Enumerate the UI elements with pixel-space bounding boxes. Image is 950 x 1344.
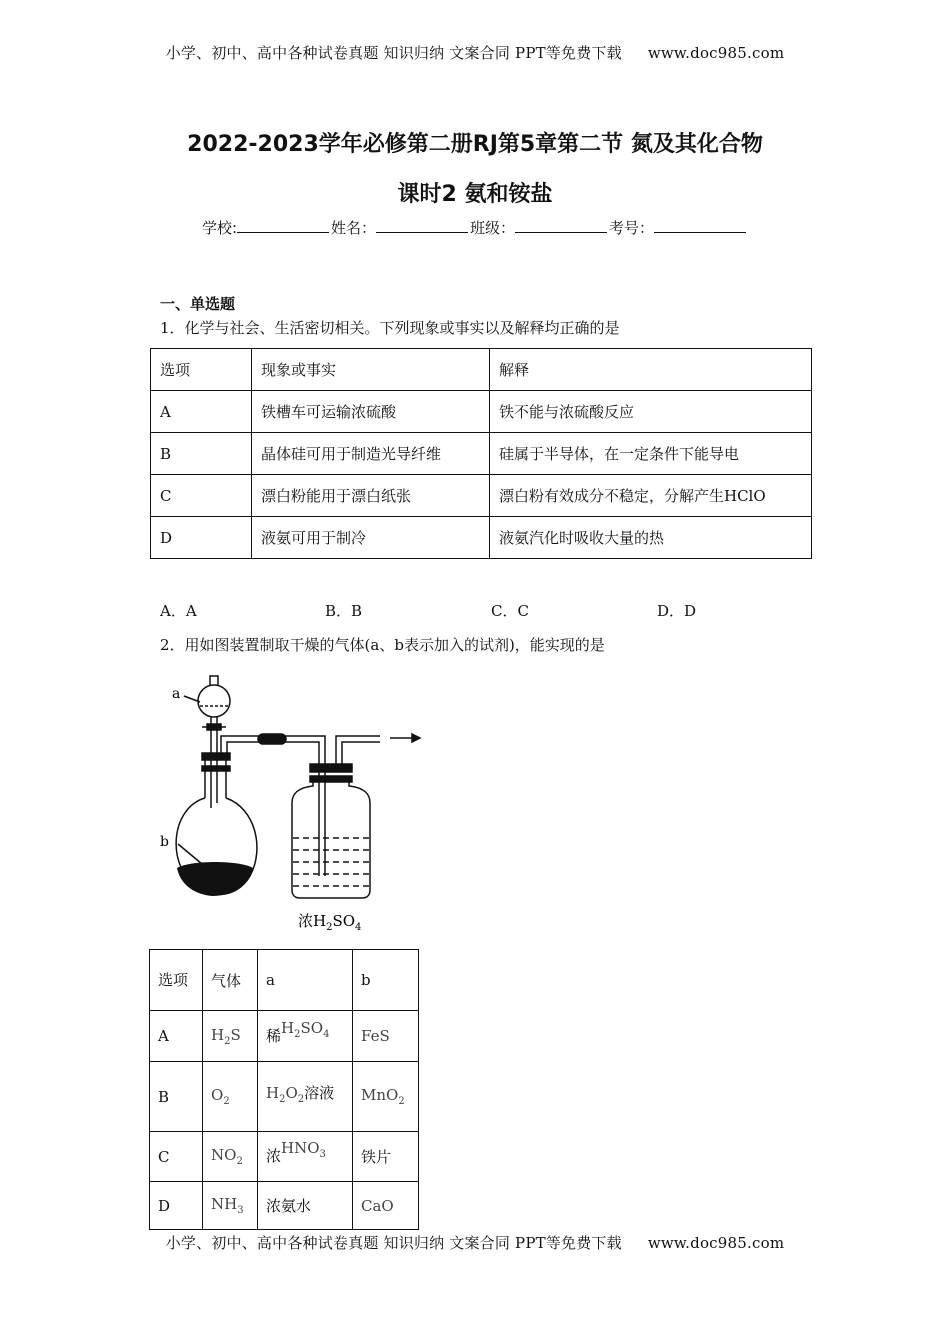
table-cell: MnO$_2$ [353,1062,419,1132]
table-row [151,391,812,433]
table-cell: D [151,517,252,559]
table-row [150,1011,419,1062]
footer-site-link[interactable]: www.doc985.com [647,1234,785,1252]
school-label: 学校: [201,219,237,237]
table-cell: 现象或事实 [252,349,490,391]
table-cell: CaO [353,1182,419,1230]
table-cell: a [258,950,353,1011]
table-cell: 铁片 [353,1132,419,1182]
question-1-stem: 1．化学与社会、生活密切相关。下列现象或事实以及解释均正确的是 [160,319,620,337]
gas-apparatus-figure [150,668,430,938]
student-info [0,217,950,238]
table-cell: 铁不能与浓硫酸反应 [490,391,812,433]
table-cell: 稀$H_2SO_4$ [258,1011,353,1062]
section-heading: 一、单选题 [160,295,236,313]
table-cell: B [150,1062,203,1132]
table-cell: B [151,433,252,475]
table-row [150,1132,419,1182]
table-cell: 硅属于半导体，在一定条件下能导电 [490,433,812,475]
id-blank[interactable] [654,218,746,233]
table-cell: $NO_2$ [203,1132,258,1182]
footer-text: 小学、初中、高中各种试卷真题 知识归纳 文案合同 PPT等免费下载 [165,1234,622,1252]
table-cell: $H_2S$ [203,1011,258,1062]
table-cell: A [151,391,252,433]
doc-title-line1: 2022-2023学年必修第二册RJ第5章第二节 氮及其化合物 [187,132,763,157]
header-site-link[interactable]: www.doc985.com [647,44,785,62]
table-cell: 气体 [203,950,258,1011]
class-label: 班级： [470,219,516,237]
table-cell: $H_2O_2$溶液 [258,1062,353,1132]
table-cell: 液氨汽化时吸收大量的热 [490,517,812,559]
question-1-table [150,348,812,559]
table-cell: 解释 [490,349,812,391]
table-cell: 铁槽车可运输浓硫酸 [252,391,490,433]
page-header [0,42,950,63]
table-cell: C [151,475,252,517]
table-cell: $O_2$ [203,1062,258,1132]
table-cell: b [353,950,419,1011]
choice-c[interactable]: C．C [491,602,529,620]
table-cell: 浓氨水 [258,1182,353,1230]
table-cell: $NH_3$ [203,1182,258,1230]
table-cell: 选项 [151,349,252,391]
table-header-row [150,950,419,1011]
choice-b[interactable]: B．B [325,602,363,620]
school-blank[interactable] [237,218,329,233]
choice-d[interactable]: D．D [657,602,697,620]
choice-a[interactable]: A．A [160,602,197,620]
table-cell: D [150,1182,203,1230]
question-2-stem: 2．用如图装置制取干燥的气体(a、b表示加入的试剂)，能实现的是 [160,636,605,654]
table-cell: 液氨可用于制冷 [252,517,490,559]
header-option-label: 选项 [158,971,189,989]
fig-label-b: b [160,834,169,850]
table-row [151,433,812,475]
table-cell: 漂白粉有效成分不稳定，分解产生HClO [490,475,812,517]
page-footer [0,1232,950,1253]
table-cell [150,950,203,1011]
table-row [151,475,812,517]
doc-title-line2: 课时2 氨和铵盐 [397,182,553,207]
fig-caption: 浓$H_2SO_4$ [298,912,362,933]
table-row [150,1062,419,1132]
question-2-table [149,949,419,1230]
table-header-row [151,349,812,391]
table-cell: 浓$HNO_3$ [258,1132,353,1182]
name-label: 姓名： [331,219,377,237]
fig-label-a: a [172,686,181,702]
class-blank[interactable] [515,218,607,233]
table-cell: C [150,1132,203,1182]
header-text: 小学、初中、高中各种试卷真题 知识归纳 文案合同 PPT等免费下载 [165,44,622,62]
name-blank[interactable] [376,218,468,233]
table-row [151,517,812,559]
table-cell: 漂白粉能用于漂白纸张 [252,475,490,517]
id-label: 考号： [609,219,655,237]
table-cell: 晶体硅可用于制造光导纤维 [252,433,490,475]
table-row [150,1182,419,1230]
table-cell: FeS [353,1011,419,1062]
table-cell: A [150,1011,203,1062]
